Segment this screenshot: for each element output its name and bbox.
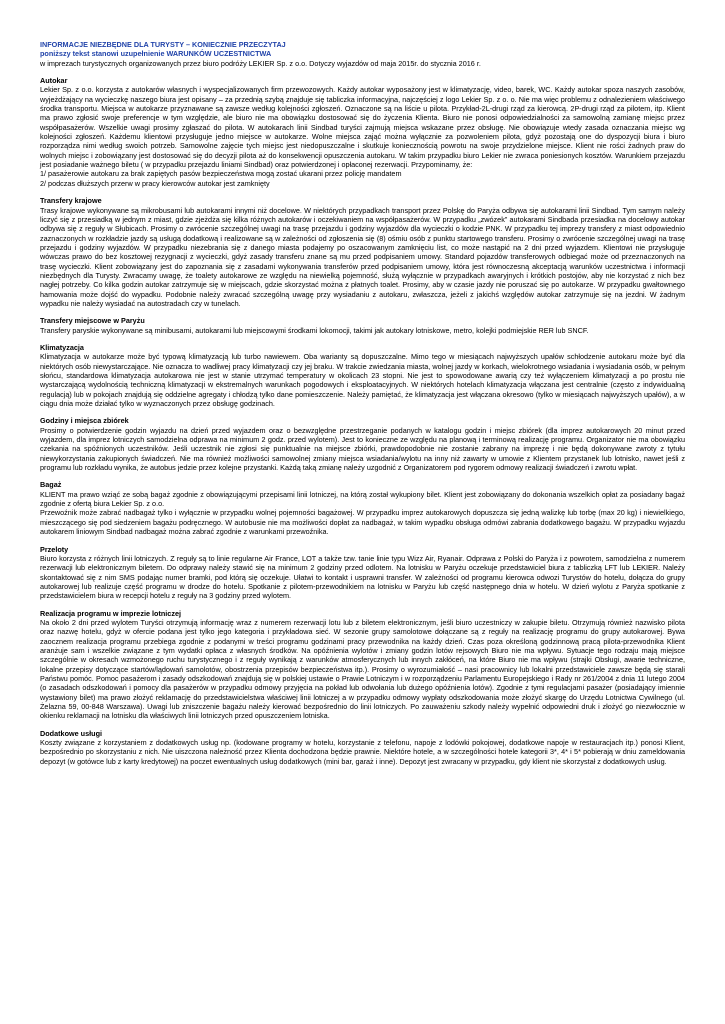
section-realizacja <box>40 609 685 721</box>
section-paragraph: Przewoźnik może zabrać nadbagaż tylko i wyłącznie w przypadku wolnej pojemności bagażowej. W przypadku imprez autokarowych dopuszcza się jedną walizkę lub torbę (max 20 kg) i niewielkiego, mieszczącego się pod siedzeniem bagażu podręcznego. W autobusie nie ma możliwości dopłat za nadbagaż, w takim wypadku obsługa odmówi zabrania dodatkowego bagażu. W przypadku wyjazdu autokarem liniowym Sindbad nadbagaż można zabrać zgodnie z warunkami przewoźnika. <box>40 508 685 537</box>
section-paragraph: KLIENT ma prawo wziąć ze sobą bagaż zgodnie z obowiązującymi przepisami linii lotniczej, na którą został wykupiony bilet. Klient jest zobowiązany do dokonania wszelkich opłat za posiadany bagaż zgodnie z ofertą biura Lekier Sp. z o.o. <box>40 489 685 509</box>
section-paragraph: Trasy krajowe wykonywane są mikrobusami lub autokarami innymi niż docelowe. W niektórych przypadkach transport przez Polskę do Paryża odbywa się autokarami linii Sindbad. Tym samym należy liczyć się z przesiadką w jednym z miast, gdzie zjeżdża się kilka różnych autokarów i oczekiwaniem na współpasażerów. W przypadku „zwózek” autokarami Sindbada przesiadka na docelowy autokar odbywa się z reguły w Słubicach. Prosimy o zwrócenie szczególnej uwagi na trasę przejazdu i godziny wyjazdów dla wycieczki o kodzie PNK. W przypadku tej imprezy transfery z miast odpowiednio zaznaczonych w rozkładzie jazdy są usługą dodatkową i realizowane są w zależności od zgłoszenia się (8) ośmiu osób z punktu startowego transferu. Prosimy o zwrócenie szczególnej uwagi na trasę przejazdu i godziny wyjazdów. W przypadku niezebrania się z danego miasta podajemy po oszacowanym zamknięciu list, co może nastąpić na 2 dni przed wyjazdem. Klientowi nie przysługuje wówczas prawo do bez kosztowej rezygnacji z wycieczki, gdyż zasady transferu znane są mu przed podpisaniem umowy. Standard pojazdów transferowych odbiegać może od przeznaczonych na trasę wycieczki. Klient zobowiązany jest do zapoznania się z zasadami wykonywania transferów przed podpisaniem umowy, która jest równoczesną akceptacją warunków uczestnictwa i informacji niezbędnych dla Turysty. Zwracamy uwagę, że toalety autokarowe ze względu na niewielką pojemność, służą wyłącznie w przypadkach awaryjnych i krótkich postojów, aby nie korzystać z nich bez nagłej potrzeby. Co kilka godzin autokar zatrzymuje się w miejscach, gdzie skorzystać można z płatnych toalet. Prosimy, aby w czasie jazdy nie poruszać się po autokarze. W przypadku gwałtownego hamowania może dojść do wypadku. Podobnie należy zwracać szczególną uwagę przy wysiadaniu z autokaru, zwłaszcza, jeżeli z jakichś względów autokar zatrzymuje się na jezdni. W żadnym wypadku nie należy wysiadać na autostradach czy w tunelach. <box>40 205 685 308</box>
section-paragraph: Transfery paryskie wykonywane są minibusami, autokarami lub miejscowymi środkami lokomocji, takimi jak autokary lotniskowe, metro, kolejki podmiejskie RER lub SNCF. <box>40 325 589 335</box>
section-paragraph: Biuro korzysta z różnych linii lotniczych. Z reguły są to linie regularne Air France, LOT a także tzw. tanie linie typu Wizz Air, Ryanair. Odprawa z Polski do Paryża i z powrotem, samodzielna z numerem rezerwacji lub elektronicznym biletem. Do odprawy należy stawić się na minimum 2 godziny przed odlotem. Na lotnisku w Paryżu oczekuje przedstawiciel biura z tabliczką LFT lub LEKIER. Należy skontaktować się z nim SMS podając numer bramki, pod którą się oczekuje. Ułatwi to kontakt i usprawni transfer. W zależności od programu kierowca odwozi Turystów do hotelu, dołącza do grupy autokarowej lub realizuje część programu w drodze do hotelu. Spotkanie z pilotem-przewodnikiem na lotnisku w Paryżu lub część następnego dnia w hotelu. W dzień wylotu z Paryża spotkanie z przedstawicielem biura w recepcji hotelu z reguły na 3 godziny przed wylotem. <box>40 553 685 601</box>
document-subheading: poniższy tekst stanowi uzupełnienie WARUNKÓW UCZESTNICTWA <box>40 49 272 59</box>
list-item: 1/ pasażerowie autokaru za brak zapiętych pasów bezpieczeństwa mogą zostać ukarani przez policję mandatem <box>40 169 402 179</box>
section-title: Przeloty <box>40 544 69 554</box>
section-title: Transfery miejscowe w Paryżu <box>40 316 145 326</box>
section-title: Godziny i miejsca zbiórek <box>40 416 129 426</box>
document-heading: INFORMACJE NIEZBĘDNE DLA TURYSTY – KONIECZNIE PRZECZYTAJ <box>40 40 286 49</box>
section-title: Transfery krajowe <box>40 196 102 206</box>
section-title: Bagaż <box>40 480 62 490</box>
section-zbiorki <box>40 416 685 472</box>
section-paragraph: Prosimy o potwierdzenie godzin wyjazdu na dzień przed wyjazdem oraz o bezwzględne przestrzeganie podanych w katalogu godzin i miejsc zbiórek (dla imprez autokarowych 20 minut przed wyjazdem, dla imprez lotniczych samodzielna odprawa na minimum 2 godz. przed wylotem). Jest to konieczne ze względu na planową i terminową realizację programu. Organizator nie ma obowiązku czekania na spóźnionych uczestników. Jeśli uczestnik nie zgłosi się punktualnie na miejsce zbiórki, prawdopodobnie nie zostanie zabrany na imprezę i nie będą dokonywane zwroty z tytułu niewykorzystania zakupionych świadczeń. Nie ma również możliwości samowolnej zmiany miejsca wsiadania/wylotu na inny niż zawarty w umowie z Klientem przystanek lub lotnisko, nawet jeśli z programu lub rozkładu wynika, że autobus jedzie przez kolejne przystanki. Każdą taką zmianę należy uzgodnić z Organizatorem pod rygorem odmowy realizacji świadczeń i zwrotu wpłat. <box>40 425 685 473</box>
document-page <box>40 40 685 766</box>
section-paragraph: Klimatyzacja w autokarze może być typową klimatyzacją lub turbo nawiewem. Oba warianty są dopuszczalne. Mimo tego w miesiącach najwyższych upałów schłodzenie autokaru może być dla niektórych osób niewystarczające. Nie oznacza to wadliwej pracy klimatyzacji czy jej braku. W trakcie zwiedzania miasta, wolnej jazdy w korkach, wielokrotnego wsiadania i wysiadania osób, w pełnym słońcu, standardowa klimatyzacja autokarowa nie jest w stanie utrzymać temperatury w okolicach 23 stopni. Nie jest to spowodowane awarią czy też wyłączeniem klimatyzacji a po prostu nie wystarczającą wydolnością techniczną klimatyzacji w ekstremalnych warunkach pogodowych i eksploatacyjnych. W niektórych hotelach klimatyzacja włączana jest centralnie (często z indywidualną regulacją) lub w pokojach znajdują się oddzielne agregaty i chłodzą tylko dane pomieszczenie. Należy pamiętać, że klimatyzacja jest włączana okresowo (tylko w miesiącach najwyższych upałów), a w ciągu dnia może działać tylko w wyznaczonych przez obsługę godzinach. <box>40 352 685 409</box>
section-autokar <box>40 76 685 188</box>
section-paragraph: Lekier Sp. z o.o. korzysta z autokarów własnych i wyspecjalizowanych firm przewozowych. Każdy autokar wyposażony jest w klimatyzację, video, barek, WC. Każdy autokar spoza naszych zasobów, wyjeżdżający na wycieczkę naszego biura jest opisany – za przednią szybą znajduje się tabliczka informacyjna, najczęściej z logo Lekier Sp. z o. o. Nie ma więc problemu z odnalezieniem właściwego środka transportu. Miejsca w autokarze przyznawane są zawsze według kolejności zgłoszeń. Oznaczone są na liście u pilota. Przykład-2L-drugi rząd za kierowcą. 2P-drugi rząd za pilotem, itp. Klient ma prawo zgłosić swoje preferencje w tym względzie, ale biuro nie ma obowiązku dostosować się do życzenia Klienta. Biuro nie ponosi odpowiedzialności za samowolną zamianę miejsc przez współpasażerów. Wszelkie uwagi prosimy zgłaszać do pilota. W autokarach linii Sindbad turyści zajmują miejsca wskazane przez obsługę. Nie obowiązuje wtedy zasada oznaczania miejsc wg kolejności zgłoszeń. Każdemu klientowi przysługuje jedno miejsce w autokarze. Wolne miejsca zająć można wyłącznie za pozwoleniem pilota, gdyż pozostają one do dyspozycji biura i biuro rozporządza nimi według swoich potrzeb. Samowolne zajęcie tych miejsc jest niedopuszczalne i skutkuje koniecznością powrotu na swoje przydzielone miejsce. Klient nie rości żadnych praw do wolnych miejsc i zobowiązany jest dostosować się do decyzji pilota aż do konsekwencji opuszczenia autokaru. W takim przypadku biuro Lekier nie zwraca poniesionych kosztów. Warunkiem przejazdu jest posiadanie ważnego biletu ( w przypadku przejazdu liniami Sindbad) oraz potwierdzonej i opłaconej rezerwacji. Przypominamy, że: <box>40 85 685 170</box>
section-title: Klimatyzacja <box>40 342 84 352</box>
section-title: Dodatkowe usługi <box>40 728 103 738</box>
section-transfery-krajowe <box>40 196 685 308</box>
document-intro: w imprezach turystycznych organizowanych przez biuro podróży LEKIER Sp. z o.o. Dotyczy wyjazdów od maja 2015r. do stycznia 2016 r. <box>40 58 481 68</box>
section-dodatkowe-uslugi <box>40 729 685 766</box>
section-przeloty <box>40 545 685 601</box>
section-title: Autokar <box>40 76 68 86</box>
section-bagaz <box>40 480 685 536</box>
list-item: 2/ podczas dłuższych przerw w pracy kierowców autokar jest zamknięty <box>40 178 270 188</box>
section-paragraph: Na około 2 dni przed wylotem Turyści otrzymują informację wraz z numerem rezerwacji lotu lub z biletem elektronicznym, jeśli biuro uczestniczy w zakupie biletu. Otrzymują również nazwisko pilota oraz nazwę hotelu, gdyż w ofercie podana jest tylko jego kategoria i przykładowa sieć. W sezonie grupy samolotowe dołączane są z reguły na realizację programu do grupy autokarowej. Bywa zaocznem realizacja programu przebiega zgodnie z podanymi w treści programu godzinami pracy przewodnika na każdy dzień. Czas poza określoną godzinnową pracą pilota-przewodnika Klient aranżuje sam i wszelkie związane z tym wydatki opłaca z własnych środków. Na opóźnienia wylotów i zmiany godzin lotów rejsowych Biuro nie ma wpływu. Sytuacje tego rodzaju mają miejsce szczególnie w okresach wzmożonego ruchu turystycznego i z reguły wynikają z warunków atmosferycznych lub innych zakłóceń, na które Biuro nie ma wpływu (strajki Obsługi, awarie techniczne, lokalne przepisy dotyczące startów/lądowań samolotów, obostrzenia przepisów bezpieczeństwa itp.). Prosimy o wyrozumiałość – nasi pracownicy lub lokalni przedstawiciele zawsze będą się starali Państwu pomóc. Pomoc pasażerom i zasady odszkodowań znajdują się w polskiej ustawie o Prawie Lotniczym i w rozporządzeniu Parlamentu Europejskiego i Rady nr 261/2004 z dnia 11 lutego 2004 (o zasadach odszkodowań i pomocy dla pasażerów w przypadku odmowy przyjęcia na pokład lub odwołania lub dużego opóźnienia lotów). Zgodnie z tymi regulacjami pasażer (posiadający imiennie wystawiony bilet) ma prawo złożyć reklamację do przedstawicielstwa właściwej linii lotniczej a w przypadku odmowy wypłaty odszkodowania może złożyć skargę do Urzędu Lotnictwa Cywilnego (ul. Żelazna 59, 00-848 Warszawa). Uwagi lub zniszczenie bagażu należy kierować bezpośrednio do linii lotniczych. Po zauważeniu szkody należy wypełnić odpowiedni druk i złożyć go niezwłocznie w okienku reklamacji na lotnisku dla właściwych linii lotniczych przed opuszczeniem lotniska. <box>40 617 685 721</box>
section-title: Realizacja programu w imprezie lotniczej <box>40 608 182 618</box>
section-paragraph: Koszty związane z korzystaniem z dodatkowych usług np. (kodowane programy w hotelu, korzystanie z telefonu, napoje z lodówki pokojowej, dodatkowe napoje w restauracjach itp.) ponosi Klient, bezpośrednio po skorzystaniu z nich. Nie uiszczona należność przez Klienta dochodzona będzie prawnie. Niektóre hotele, a w szczególności hotele kategorii 3*, 4* i 5* pobierają w dniu zameldowania depozyt (w gotówce lub z karty kredytowej) na poczet ewentualnych usług dodatkowych (mini bar, garaż i inne). Depozyt jest zwracany w przypadku, gdy klient nie skorzystał z dodatkowych usług. <box>40 738 685 766</box>
section-transfery-paryz <box>40 316 685 335</box>
section-klimatyzacja <box>40 343 685 408</box>
